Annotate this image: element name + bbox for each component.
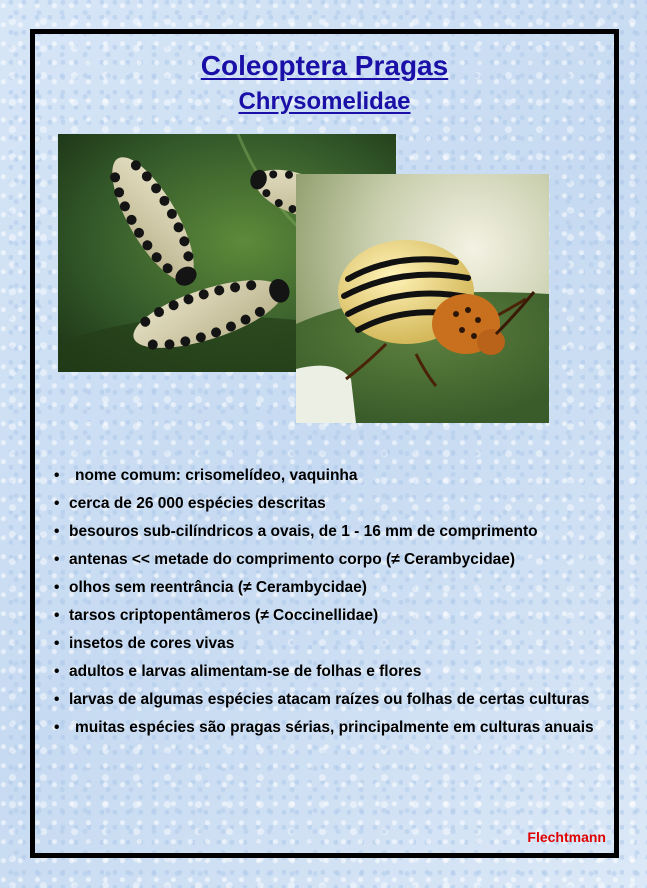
beetle-photo-image: [296, 174, 549, 423]
author-credit: Flechtmann: [527, 829, 606, 845]
list-item: • adultos e larvas alimentam-se de folhas e flores: [53, 658, 608, 686]
facts-list: [53, 462, 608, 742]
list-item: • tarsos criptopentâmeros (≠ Coccinellidae): [53, 602, 608, 630]
list-item: • larvas de algumas espécies atacam raízes ou folhas de certas culturas: [53, 686, 608, 714]
list-item: • cerca de 26 000 espécies descritas: [53, 490, 608, 518]
list-item: • muitas espécies são pragas sérias, principalmente em culturas anuais: [53, 714, 608, 742]
list-item: • insetos de cores vivas: [53, 630, 608, 658]
list-item: • olhos sem reentrância (≠ Cerambycidae): [53, 574, 608, 602]
list-item: • antenas << metade do comprimento corpo (≠ Cerambycidae): [53, 546, 608, 574]
page-title: Coleoptera Pragas: [200, 50, 449, 81]
beetle-photo: [296, 174, 549, 423]
page-subtitle: Chrysomelidae: [238, 88, 411, 115]
list-item: • nome comum: crisomelídeo, vaquinha: [53, 462, 608, 490]
slide-frame: [30, 29, 619, 858]
list-item: • besouros sub-cilíndricos a ovais, de 1 - 16 mm de comprimento: [53, 518, 608, 546]
